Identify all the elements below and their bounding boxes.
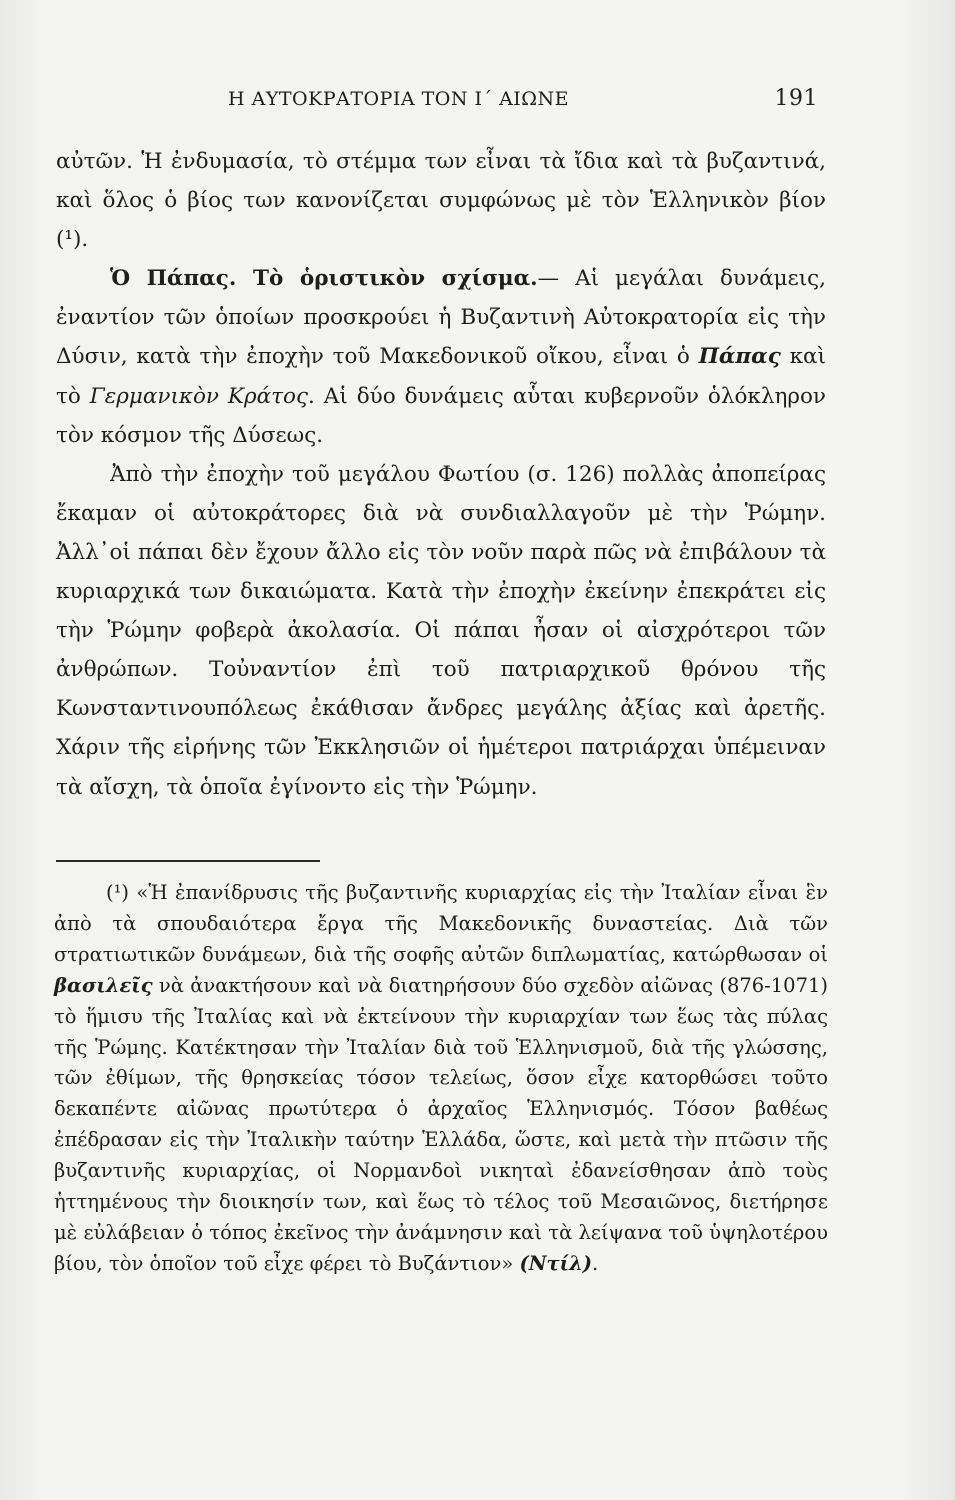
footnote-text-b: νὰ ἀνακτήσουν καὶ νὰ διατηρήσουν δύο σχεδὸν αἰῶνας (876-1071) τὸ ἥμισυ τῆς Ἰταλίας καὶ νὰ ἐκτείνουν τὴν κυριαρχίαν των ἕως τὰς πύλας τῆς Ῥώμης. Κατέκτησαν τὴν Ἰταλίαν διὰ τοῦ Ἑλληνισμοῦ, διὰ τῆς γλώσσης, τῶν ἐθίμων, τῆς θρησκείας τόσον τελείως, ὅσον εἶχε κατορθώσει τοῦτο δεκαπέντε αἰῶνας πρωτύτερα ὁ ἀρχαῖος Ἑλληνισμός. Τόσον βαθέως ἐπέδρασαν εἰς τὴν Ἰταλικὴν ταύτην Ἑλλάδα, ὥστε, καὶ μετὰ τὴν πτῶσιν τῆς βυζαντινῆς κυριαρχίας, οἱ Νορμανδοὶ νικηταὶ ἐδανείσθησαν ἀπὸ τοὺς ἡττημένους τὴν διοικησίν των, καὶ ἕως τὸ τέλος τοῦ Μεσαιῶνος, διετήρησε μὲ εὐλάβειαν ὁ τόπος ἐκεῖνος τὴν ἀνάμνησιν καὶ τὰ λείψανα τοῦ ὑψηλοτέρου βίου, τὸν ὁποῖον τοῦ εἶχε φέρει τὸ Βυζάντιον» <box>54 973 828 1275</box>
term-papas: Πάπας <box>698 344 781 370</box>
footnote-author: (Ντίλ) <box>519 1251 593 1275</box>
main-text <box>56 142 826 807</box>
paragraph-3: Ἀπὸ τὴν ἐποχὴν τοῦ μεγάλου Φωτίου (σ. 126) πολλὰς ἀποπείρας ἔκαμαν οἱ αὐτοκράτορες διὰ νὰ συνδιαλλαγοῦν μὲ τὴν Ῥώμην. Ἀλλ᾽οἱ πάπαι δὲν ἔχουν ἄλλο εἰς τὸν νοῦν παρὰ πῶς νὰ ἐπιβάλουν τὰ κυριαρχικά των δικαιώματα. Κατὰ τὴν ἐποχὴν ἐκείνην ἐπεκράτει εἰς τὴν Ῥώμην φοβερὰ ἀκολασία. Οἱ πάπαι ἦσαν οἱ αἰσχρότεροι τῶν ἀνθρώπων. Τοὐναντίον ἐπὶ τοῦ πατριαρχικοῦ θρόνου τῆς Κωνσταντινουπόλεως ἐκάθισαν ἄνδρες μεγάλης ἀξίας καὶ ἀρετῆς. Χάριν τῆς εἰρήνης τῶν Ἐκκλησιῶν οἱ ἡμέτεροι πατριάρχαι ὑπέμειναν τὰ αἴσχη, τὰ ὁποῖα ἐγίνοντο εἰς τὴν Ῥώμην. <box>56 461 826 800</box>
paragraph-2-text-a: — Αἱ μεγάλαι δυνάμεις, ἐναντίον τῶν ὁποίων προσκρούει ἡ Βυζαντινὴ Αὐτοκρατορία εἰς τὴν Δύσιν, κατὰ τὴν ἐποχὴν τοῦ Μακεδονικοῦ οἴκου, εἶναι ὁ <box>56 266 826 370</box>
paragraph-2-text-b: καὶ τὸ <box>56 344 826 409</box>
term-germanikon-kratos: Γερμανικὸν Κράτος <box>89 383 309 409</box>
paragraph-2 <box>56 259 826 454</box>
paragraph-1: αὐτῶν. Ἡ ἐνδυμασία, τὸ στέμμα των εἶναι τὰ ἴδια καὶ τὰ βυζαντινά, καὶ ὅλος ὁ βίος των κανονίζεται συμφώνως μὲ τὸν Ἑλληνικὸν βίον (¹). <box>56 149 826 253</box>
term-basileis: βασιλεῖς <box>54 973 153 997</box>
running-title: Η ΑΥΤΟΚΡΑΤΟΡΙΑ ΤΟΝ Ι΄ ΑΙΩΝΕ <box>228 88 570 110</box>
paragraph-2-text-c: . Αἱ δύο δυνάμεις αὗται κυβερνοῦν ὁλόκληρον τὸν κόσμον τῆς Δύσεως. <box>56 383 826 448</box>
page-header <box>228 88 818 118</box>
section-heading: Ὁ Πάπας. Τὸ ὁριστικὸν σχίσμα. <box>110 266 538 292</box>
footnote-text-a: (¹) «Ἡ ἐπανίδρυσις τῆς βυζαντινῆς κυριαρχίας εἰς τὴν Ἰταλίαν εἶναι ἓν ἀπὸ τὰ σπουδαιότερα ἔργα τῆς Μακεδονικῆς δυναστείας. Διὰ τῶν στρατιωτικῶν δυνάμεων, διὰ τῆς σοφῆς αὐτῶν διπλωματίας, κατώρθωσαν οἱ <box>54 881 828 966</box>
footnote-end: . <box>592 1251 599 1275</box>
page-number: 191 <box>774 86 818 111</box>
footnote <box>54 878 828 1280</box>
footnote-rule <box>56 860 320 862</box>
